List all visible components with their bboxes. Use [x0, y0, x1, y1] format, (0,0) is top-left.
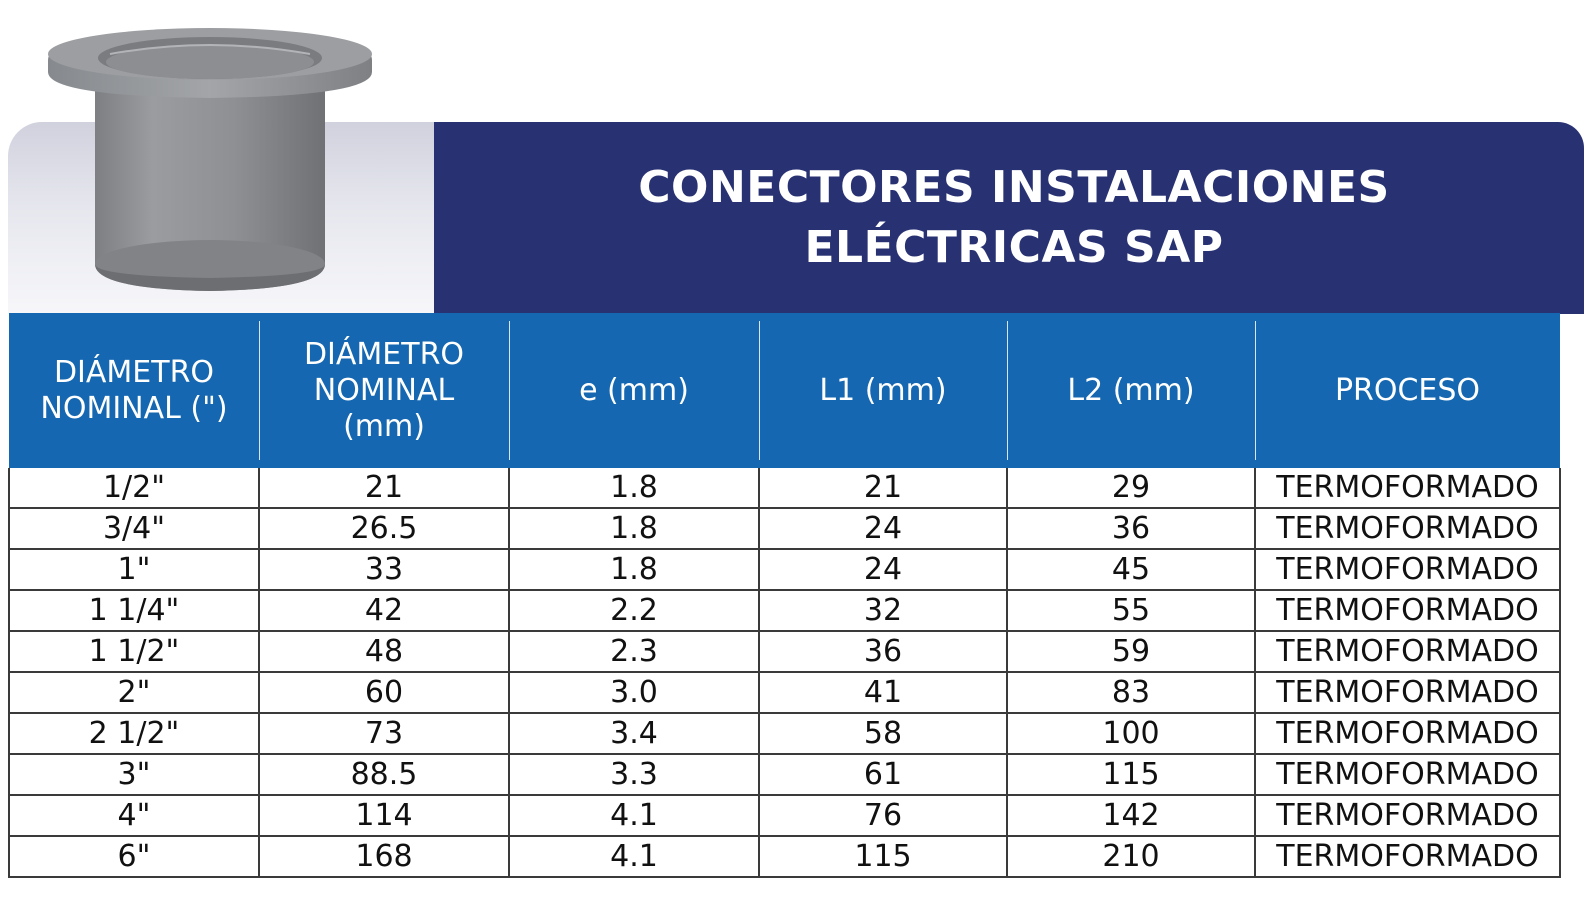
cell-l1: 76 [759, 795, 1007, 836]
cell-process: TERMOFORMADO [1255, 795, 1560, 836]
title-panel [434, 122, 1584, 314]
cell-diameter-mm: 168 [259, 836, 509, 877]
table-row [9, 754, 1560, 795]
cell-diameter-inches: 6" [9, 836, 259, 877]
cell-process: TERMOFORMADO [1255, 508, 1560, 549]
cell-process: TERMOFORMADO [1255, 549, 1560, 590]
cell-diameter-inches: 3/4" [9, 508, 259, 549]
header-line: PROCESO [1334, 372, 1481, 408]
cell-diameter-mm: 48 [259, 631, 509, 672]
table-row [9, 795, 1560, 836]
header-line: NOMINAL [313, 372, 455, 408]
cell-diameter-inches: 1" [9, 549, 259, 590]
cell-l2: 29 [1007, 468, 1255, 508]
cell-diameter-mm: 21 [259, 468, 509, 508]
header-thickness [509, 313, 759, 468]
header-line: (mm) [343, 408, 425, 444]
table-row [9, 549, 1560, 590]
cell-process: TERMOFORMADO [1255, 836, 1560, 877]
cell-process: TERMOFORMADO [1255, 672, 1560, 713]
cell-thickness: 2.3 [509, 631, 759, 672]
cell-l1: 115 [759, 836, 1007, 877]
header-nominal-diameter-inches [9, 313, 259, 468]
specifications-table [8, 313, 1561, 878]
cell-thickness: 1.8 [509, 508, 759, 549]
cell-l2: 210 [1007, 836, 1255, 877]
header-line: e (mm) [579, 372, 689, 408]
cell-diameter-inches: 4" [9, 795, 259, 836]
cell-diameter-mm: 26.5 [259, 508, 509, 549]
cell-l1: 24 [759, 549, 1007, 590]
cell-l1: 41 [759, 672, 1007, 713]
cell-l1: 58 [759, 713, 1007, 754]
page-title-line-2: ELÉCTRICAS SAP [804, 222, 1224, 273]
cell-process: TERMOFORMADO [1255, 754, 1560, 795]
cell-diameter-inches: 3" [9, 754, 259, 795]
header-l2 [1007, 313, 1255, 468]
cell-diameter-mm: 60 [259, 672, 509, 713]
cell-l1: 24 [759, 508, 1007, 549]
cell-diameter-inches: 1 1/2" [9, 631, 259, 672]
cell-thickness: 4.1 [509, 836, 759, 877]
header-process [1255, 313, 1560, 468]
table-row [9, 713, 1560, 754]
header-line: L2 (mm) [1067, 372, 1195, 408]
cell-diameter-mm: 42 [259, 590, 509, 631]
cell-l2: 142 [1007, 795, 1255, 836]
table-row [9, 836, 1560, 877]
cell-process: TERMOFORMADO [1255, 468, 1560, 508]
cell-l1: 21 [759, 468, 1007, 508]
cell-diameter-inches: 2" [9, 672, 259, 713]
cell-l2: 55 [1007, 590, 1255, 631]
cell-thickness: 1.8 [509, 468, 759, 508]
table-row [9, 631, 1560, 672]
cell-thickness: 3.0 [509, 672, 759, 713]
cell-diameter-mm: 33 [259, 549, 509, 590]
cell-process: TERMOFORMADO [1255, 590, 1560, 631]
cell-l1: 36 [759, 631, 1007, 672]
cell-thickness: 1.8 [509, 549, 759, 590]
table-row [9, 672, 1560, 713]
header-line: L1 (mm) [819, 372, 947, 408]
cell-l2: 115 [1007, 754, 1255, 795]
cell-l2: 83 [1007, 672, 1255, 713]
cell-process: TERMOFORMADO [1255, 713, 1560, 754]
header-line: DIÁMETRO [303, 336, 465, 372]
cell-diameter-inches: 1 1/4" [9, 590, 259, 631]
table-header-row [9, 313, 1560, 468]
cell-l1: 32 [759, 590, 1007, 631]
cell-process: TERMOFORMADO [1255, 631, 1560, 672]
header-l1 [759, 313, 1007, 468]
cell-thickness: 3.4 [509, 713, 759, 754]
table-row [9, 468, 1560, 508]
pvc-connector-icon [40, 14, 380, 304]
cell-l1: 61 [759, 754, 1007, 795]
cell-thickness: 3.3 [509, 754, 759, 795]
cell-diameter-mm: 114 [259, 795, 509, 836]
cell-l2: 45 [1007, 549, 1255, 590]
cell-l2: 36 [1007, 508, 1255, 549]
table-row [9, 590, 1560, 631]
cell-thickness: 4.1 [509, 795, 759, 836]
cell-l2: 59 [1007, 631, 1255, 672]
cell-l2: 100 [1007, 713, 1255, 754]
page-title-line-1: CONECTORES INSTALACIONES [638, 162, 1390, 213]
cell-diameter-inches: 2 1/2" [9, 713, 259, 754]
header-line: DIÁMETRO [53, 354, 215, 390]
cell-diameter-mm: 73 [259, 713, 509, 754]
header-line: NOMINAL (") [40, 390, 228, 426]
cell-diameter-mm: 88.5 [259, 754, 509, 795]
cell-thickness: 2.2 [509, 590, 759, 631]
header-nominal-diameter-mm [259, 313, 509, 468]
cell-diameter-inches: 1/2" [9, 468, 259, 508]
table-row [9, 508, 1560, 549]
